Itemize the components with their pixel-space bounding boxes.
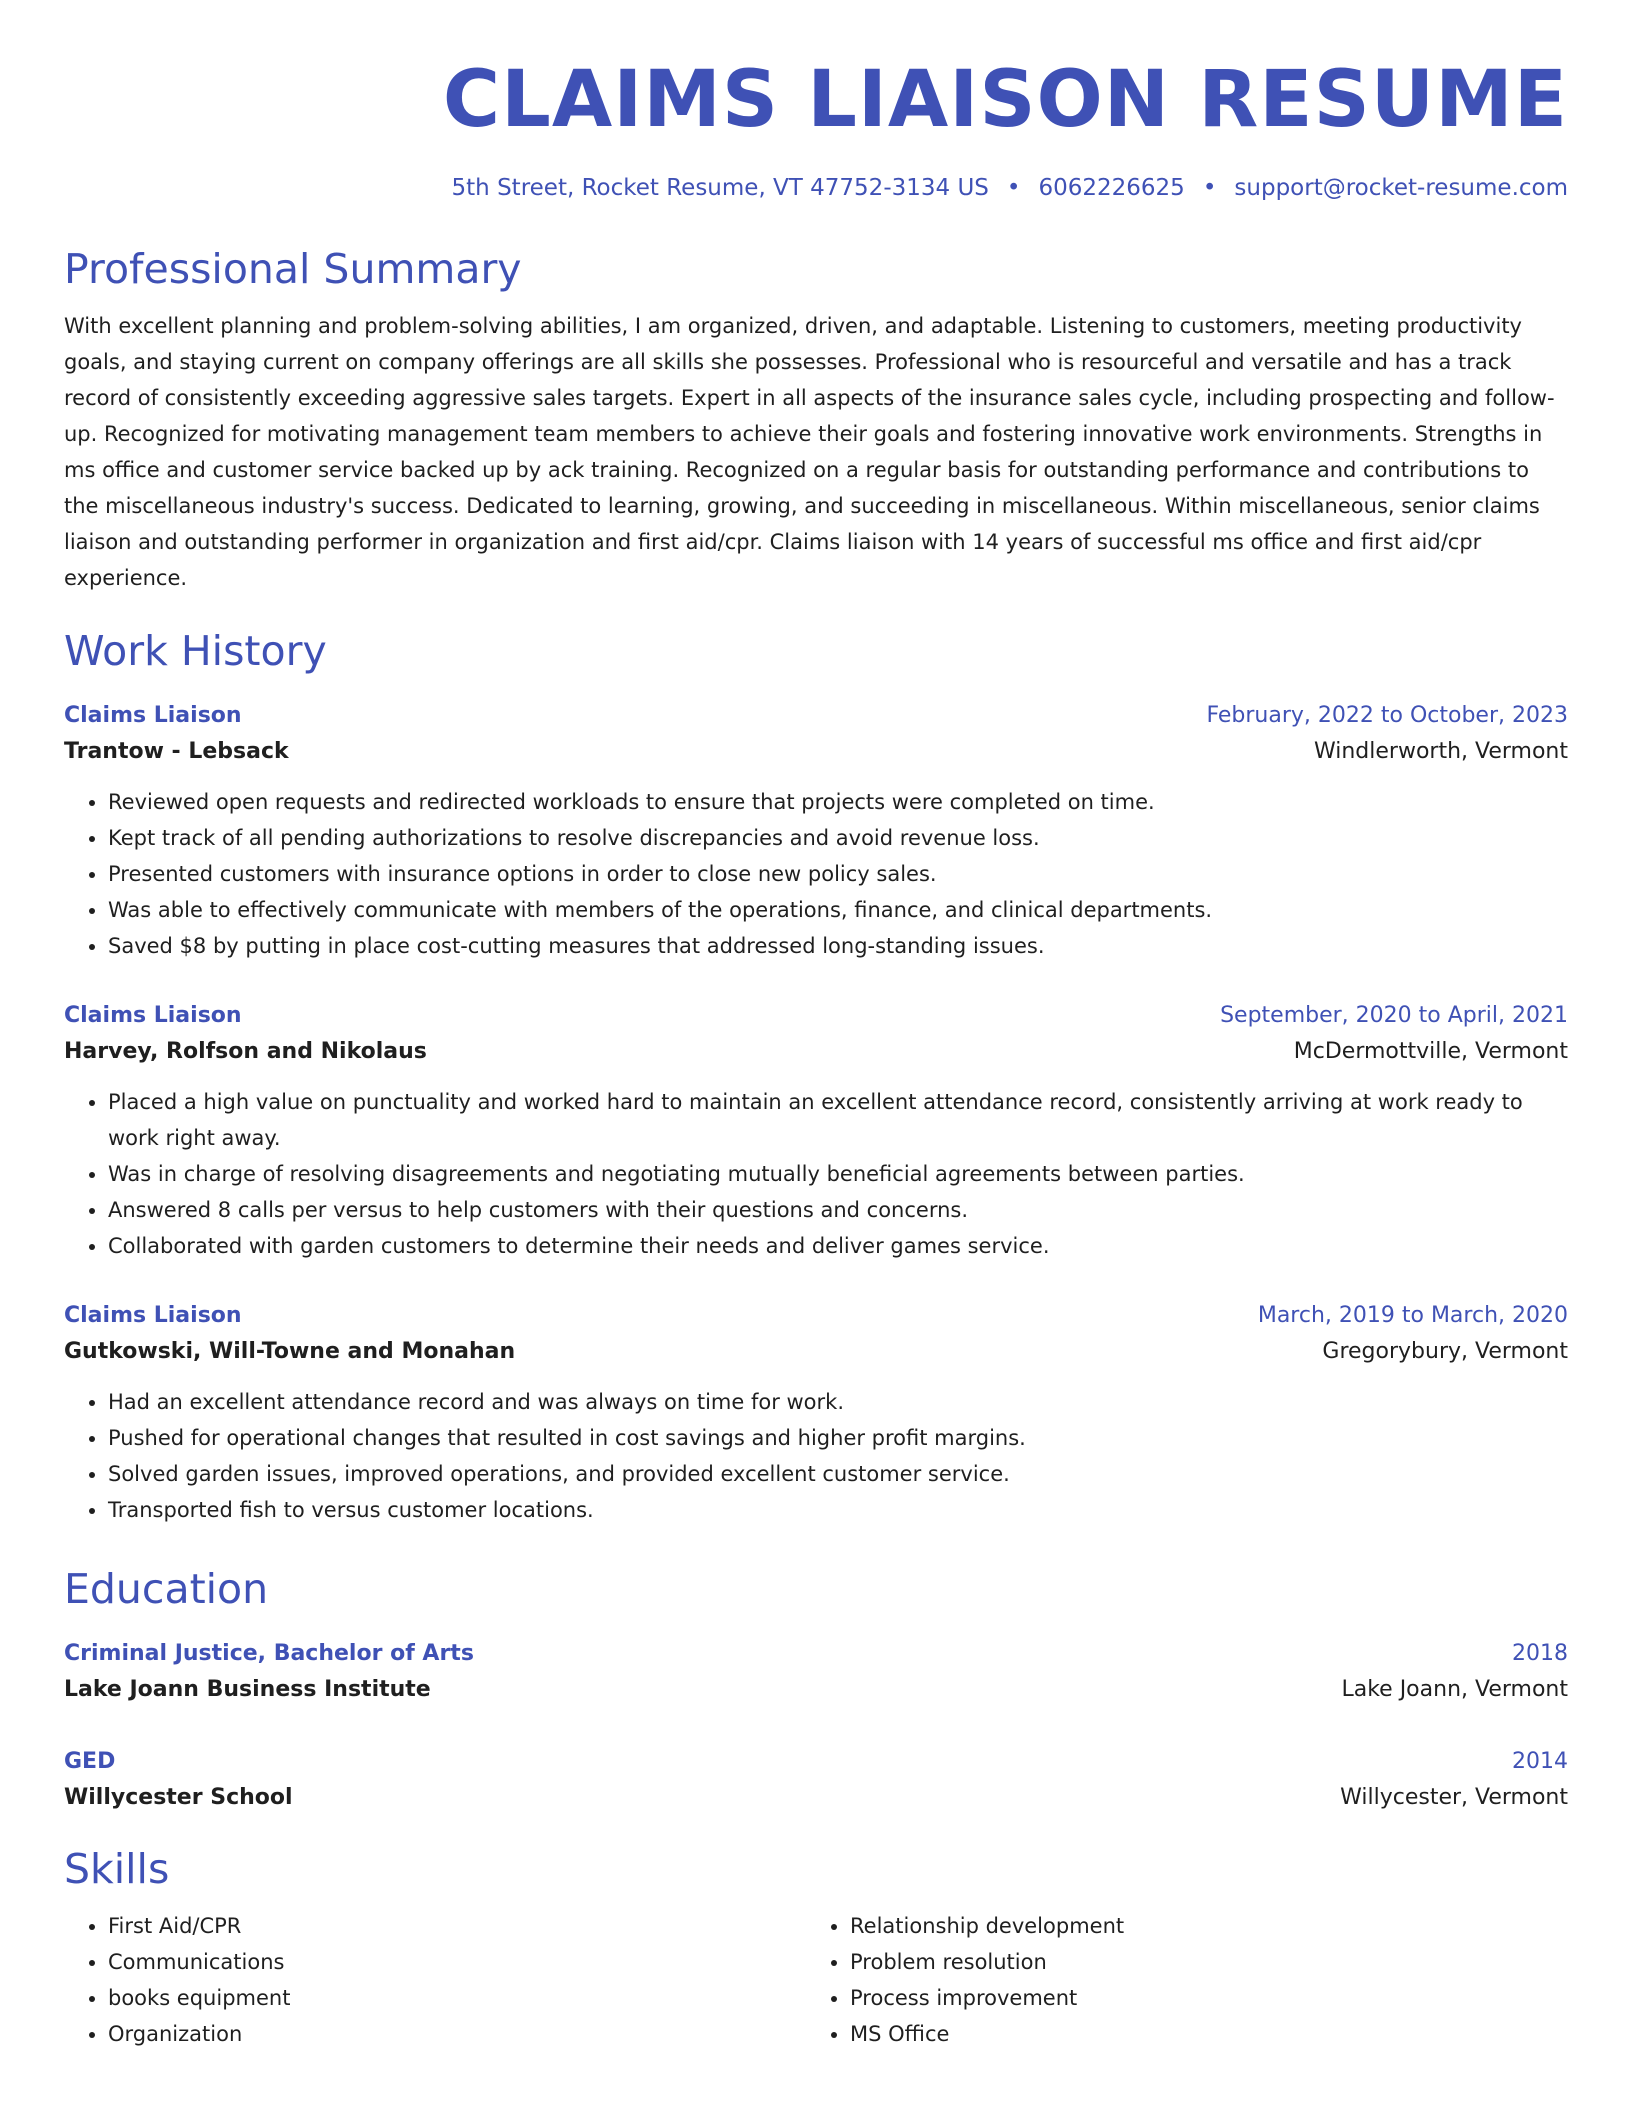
- job-bullets: [64, 1384, 1568, 1528]
- job-bullet: • Was able to effectively communicate with members of the operations, finance, and clinical departments.: [108, 892, 1568, 928]
- education-heading: Education: [64, 1565, 269, 1613]
- contact-address: 5th Street, Rocket Resume, VT 47752-3134 US: [451, 175, 989, 201]
- education-location: Lake Joann, Vermont: [1341, 1677, 1568, 1702]
- job-bullets: [64, 1084, 1568, 1264]
- summary-text: With excellent planning and problem-solving abilities, I am organized, driven, and adaptable. Listening to customers, meeting productivity goals, and staying current on company offerings are all skills she possesses. Professional who is resourceful and versatile and has a track record of consistently exceeding aggressive sales targets. Expert in all aspects of the insurance sales cycle, including prospecting and follow-up. Recognized for motivating management team members to achieve their goals and fostering innovative work environments. Strengths in ms office and customer service backed up by ack training. Recognized on a regular basis for outstanding performance and contributions to the miscellaneous industry's success. Dedicated to learning, growing, and succeeding in miscellaneous. Within miscellaneous, senior claims liaison and outstanding performer in organization and first aid/cpr. Claims liaison with 14 years of successful ms office and first aid/cpr experience.: [64, 314, 1555, 590]
- job-company: Harvey, Rolfson and Nikolaus: [64, 1039, 427, 1064]
- contact-line: [64, 172, 1568, 204]
- job-bullet: • Reviewed open requests and redirected workloads to ensure that projects were completed on time.: [108, 784, 1568, 820]
- skills-column-right: [806, 1908, 1548, 2052]
- education-school: Willycester School: [64, 1785, 293, 1810]
- job-dates: September, 2020 to April, 2021: [1220, 1003, 1568, 1028]
- contact-separator: •: [1202, 175, 1217, 201]
- contact-phone: 6062226625: [1038, 175, 1185, 201]
- education-school: Lake Joann Business Institute: [64, 1677, 431, 1702]
- job-bullet: • Presented customers with insurance options in order to close new policy sales.: [108, 856, 1568, 892]
- job-bullet: • Solved garden issues, improved operations, and provided excellent customer service.: [108, 1456, 1568, 1492]
- job-bullet: • Transported fish to versus customer locations.: [108, 1492, 1568, 1528]
- summary-heading: Professional Summary: [64, 245, 522, 293]
- job-bullet: • Collaborated with garden customers to determine their needs and deliver games service.: [108, 1228, 1568, 1264]
- job-location: Windlerworth, Vermont: [1313, 739, 1568, 764]
- job-bullet: • Kept track of all pending authorizations to resolve discrepancies and avoid revenue loss.: [108, 820, 1568, 856]
- skill-item: • MS Office: [850, 2016, 1548, 2052]
- job-entry: [64, 998, 1568, 1264]
- contact-email: support@rocket-resume.com: [1234, 175, 1568, 201]
- job-company: Trantow - Lebsack: [64, 739, 289, 764]
- education-location: Willycester, Vermont: [1340, 1785, 1568, 1810]
- job-bullet: • Pushed for operational changes that resulted in cost savings and higher profit margins.: [108, 1420, 1568, 1456]
- skill-item: • Communications: [108, 1944, 806, 1980]
- education-entry: [64, 1636, 1568, 1708]
- job-bullets: [64, 784, 1568, 964]
- job-location: Gregorybury, Vermont: [1322, 1339, 1568, 1364]
- job-dates: March, 2019 to March, 2020: [1257, 1303, 1568, 1328]
- job-role: Claims Liaison: [64, 1003, 242, 1028]
- skill-item: • Problem resolution: [850, 1944, 1548, 1980]
- job-entry: [64, 1298, 1568, 1528]
- skills-column-left: [64, 1908, 806, 2052]
- job-company: Gutkowski, Will-Towne and Monahan: [64, 1339, 516, 1364]
- work-history-heading: Work History: [64, 627, 327, 675]
- job-bullet: • Was in charge of resolving disagreements and negotiating mutually beneficial agreements between parties.: [108, 1156, 1568, 1192]
- skill-item: • books equipment: [108, 1980, 806, 2016]
- resume-title: CLAIMS LIAISON RESUME: [442, 55, 1568, 145]
- education-degree: Criminal Justice, Bachelor of Arts: [64, 1641, 474, 1666]
- job-bullet: • Had an excellent attendance record and was always on time for work.: [108, 1384, 1568, 1420]
- skill-item: • Process improvement: [850, 1980, 1548, 2016]
- skills-list: [64, 1908, 1568, 2052]
- education-degree: GED: [64, 1749, 116, 1774]
- skill-item: • First Aid/CPR: [108, 1908, 806, 1944]
- skill-item: • Relationship development: [850, 1908, 1548, 1944]
- contact-separator: •: [1006, 175, 1021, 201]
- job-bullet: • Answered 8 calls per versus to help customers with their questions and concerns.: [108, 1192, 1568, 1228]
- education-year: 2018: [1512, 1641, 1568, 1666]
- job-bullet: • Placed a high value on punctuality and worked hard to maintain an excellent attendance record, consistently arriving at work ready to work right away.: [108, 1084, 1568, 1156]
- job-role: Claims Liaison: [64, 1303, 242, 1328]
- education-year: 2014: [1512, 1749, 1568, 1774]
- skill-item: • Organization: [108, 2016, 806, 2052]
- job-role: Claims Liaison: [64, 703, 242, 728]
- job-bullet: • Saved $8 by putting in place cost-cutting measures that addressed long-standing issues.: [108, 928, 1568, 964]
- job-dates: February, 2022 to October, 2023: [1206, 703, 1568, 728]
- resume-header: [64, 52, 1568, 204]
- education-entry: [64, 1744, 1568, 1816]
- job-location: McDermottville, Vermont: [1293, 1039, 1568, 1064]
- job-entry: [64, 698, 1568, 964]
- skills-heading: Skills: [64, 1845, 170, 1893]
